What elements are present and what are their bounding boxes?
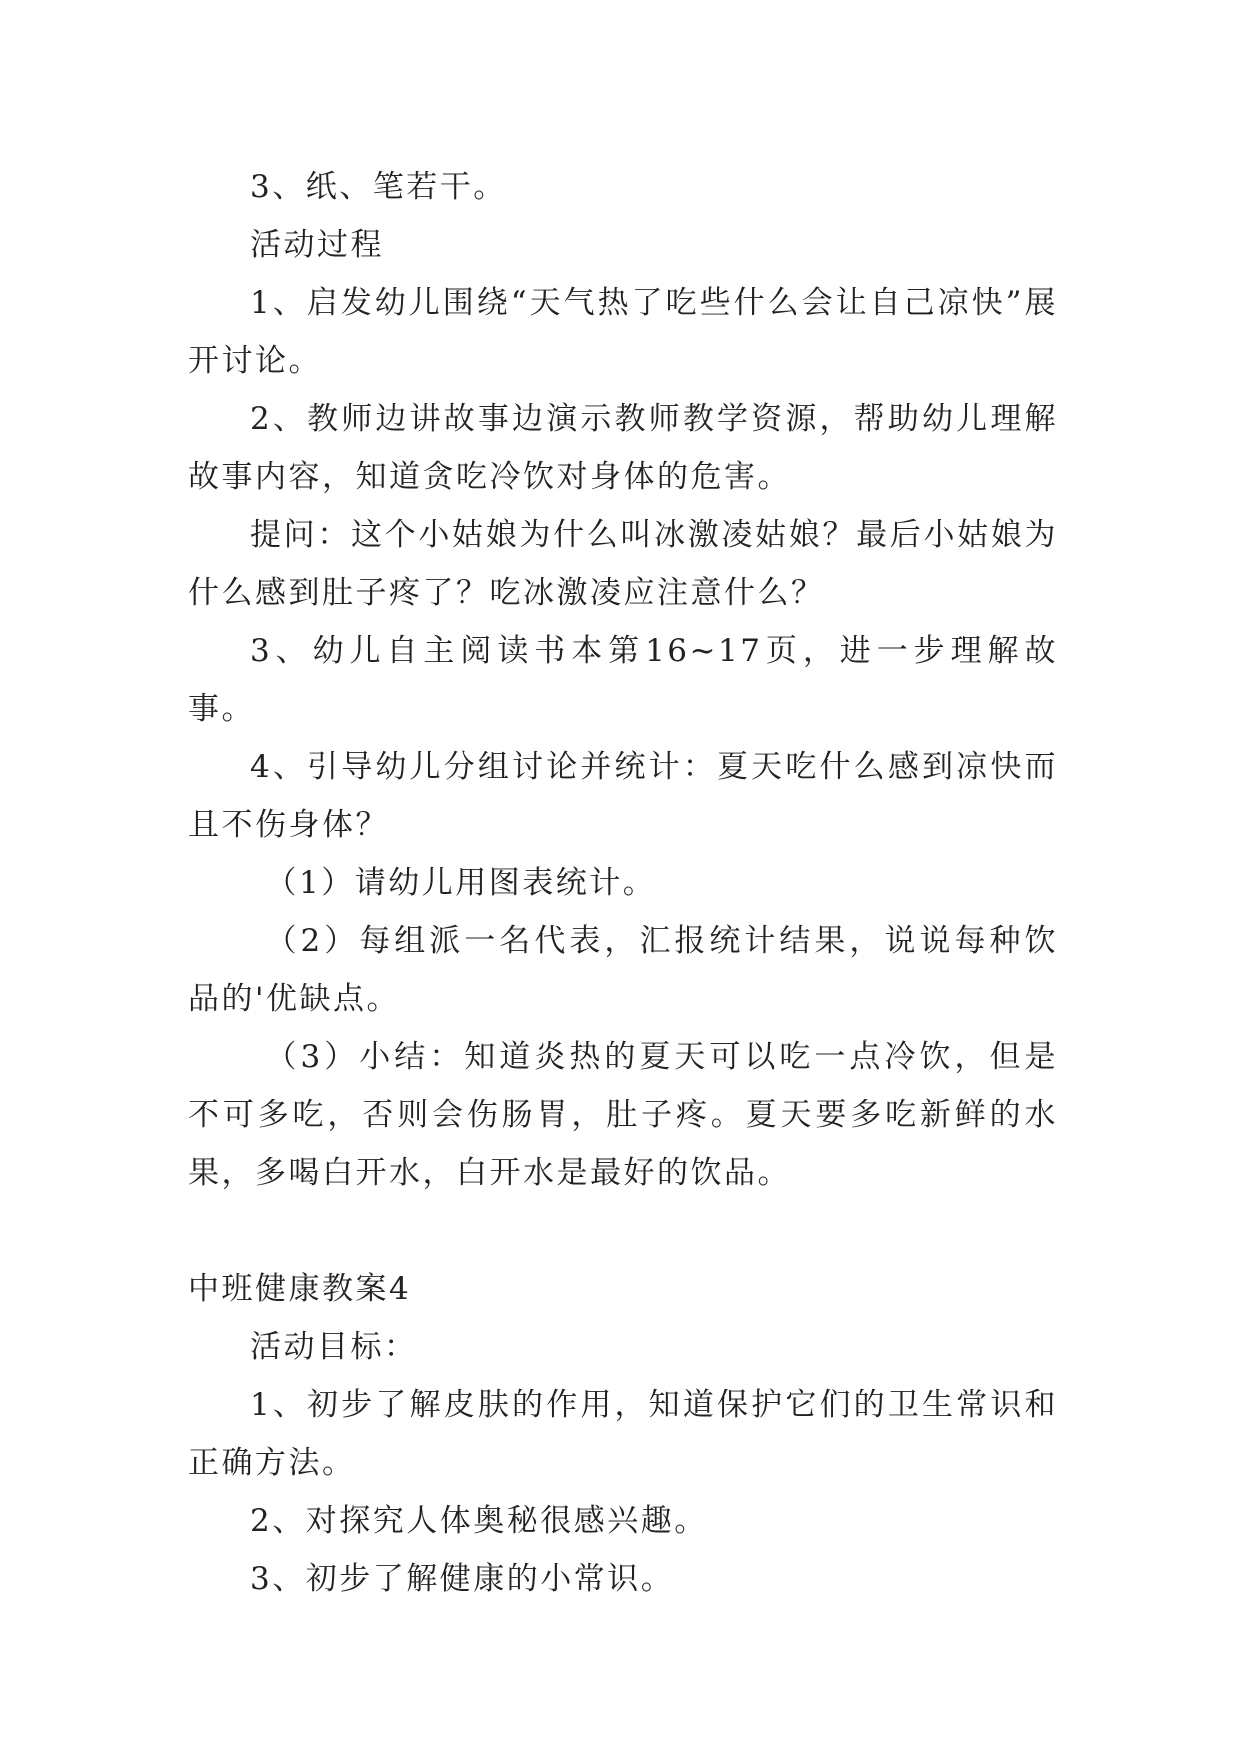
paragraph-goal-3: 3、初步了解健康的小常识。 xyxy=(250,1561,675,1597)
paragraph-process-1: 1、启发幼儿围绕“天气热了吃些什么会让自己凉快”展开讨论。 xyxy=(188,285,1058,379)
paragraph-goal-2: 2、对探究人体奥秘很感兴趣。 xyxy=(250,1503,708,1539)
paragraph-process-4: 4、引导幼儿分组讨论并统计：夏天吃什么感到凉快而且不伤身体？ xyxy=(188,749,1058,843)
paragraph-materials-3: 3、纸、笔若干。 xyxy=(250,169,507,205)
paragraph-goal-1: 1、初步了解皮肤的作用，知道保护它们的卫生常识和正确方法。 xyxy=(188,1387,1058,1481)
paragraph-questions: 提问：这个小姑娘为什么叫冰激凌姑娘？最后小姑娘为什么感到肚子疼了？吃冰激凌应注意什么？ xyxy=(188,517,1058,611)
paragraph-process-2: 2、教师边讲故事边演示教师教学资源，帮助幼儿理解故事内容，知道贪吃冷饮对身体的危害。 xyxy=(188,401,1058,495)
paragraph-subitem-2: （2）每组派一名代表，汇报统计结果，说说每种饮品的'优缺点。 xyxy=(188,923,1058,1017)
document-body xyxy=(188,158,1058,1608)
paragraph-subitem-3: （3）小结：知道炎热的夏天可以吃一点冷饮，但是不可多吃，否则会伤肠胃，肚子疼。夏天要多吃新鲜的水果，多喝白开水，白开水是最好的饮品。 xyxy=(188,1039,1058,1191)
paragraph-activity-process-heading: 活动过程 xyxy=(250,227,384,263)
paragraph-subitem-1: （1）请幼儿用图表统计。 xyxy=(265,865,657,901)
section-title: 中班健康教案4 xyxy=(188,1271,412,1307)
paragraph-process-3: 3、幼儿自主阅读书本第16~17页，进一步理解故事。 xyxy=(188,633,1058,727)
paragraph-goals-heading: 活动目标： xyxy=(250,1329,418,1365)
